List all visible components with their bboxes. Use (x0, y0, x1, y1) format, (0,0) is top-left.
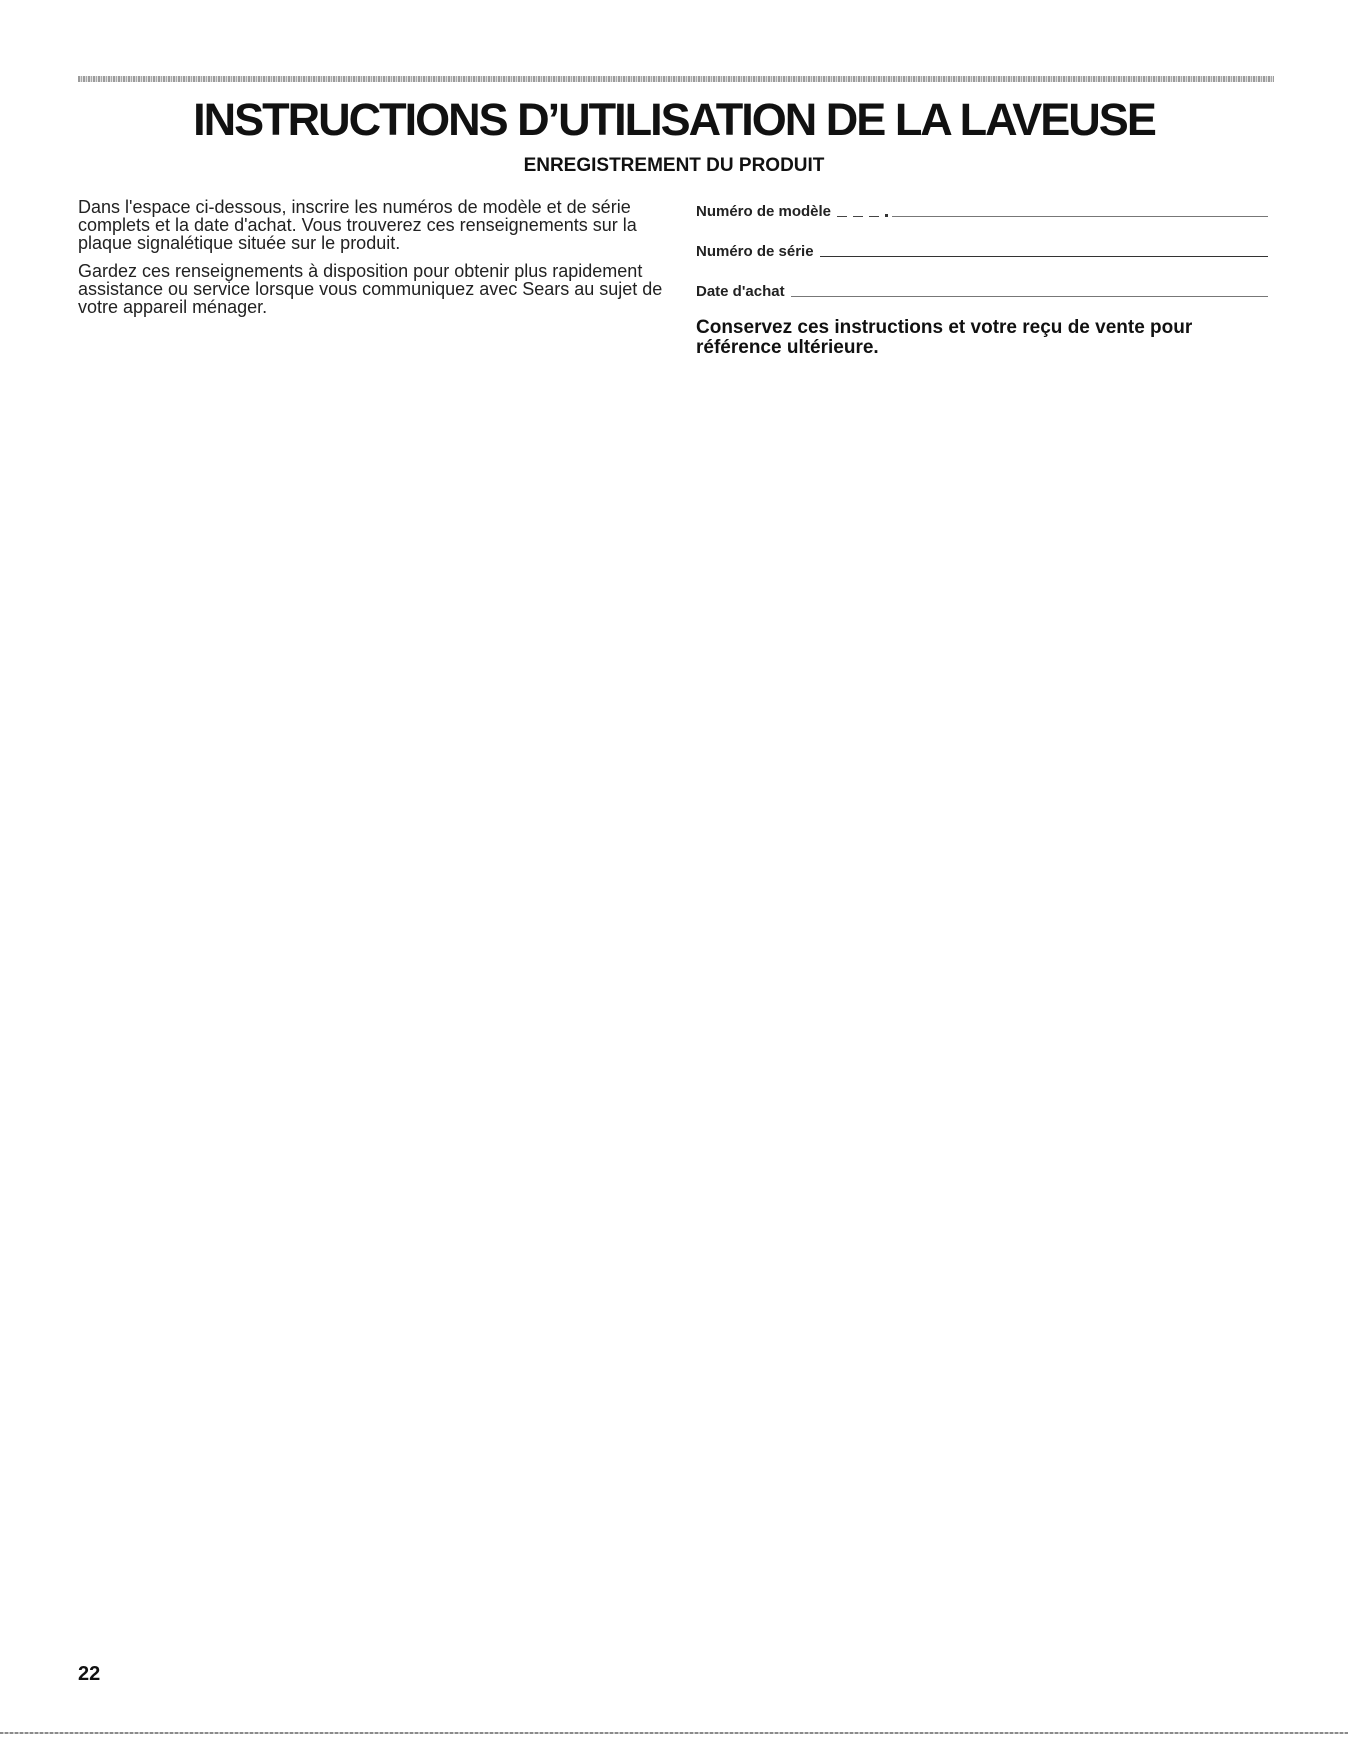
prefix-blank (837, 202, 847, 217)
purchase-date-label: Date d'achat (696, 283, 785, 300)
page-title: INSTRUCTIONS D’UTILISATION DE LA LAVEUSE (193, 94, 1155, 145)
intro-paragraph-2: Gardez ces renseignements à disposition pour obtenir plus rapidement assistance ou service lorsque vous communiquez avec Sears au sujet de votre appareil ménager. (78, 261, 663, 317)
model-number-prefix-blanks (837, 202, 890, 217)
section-title: ENREGISTREMENT DU PRODUIT (523, 155, 825, 176)
prefix-blank (869, 202, 879, 217)
model-number-label: Numéro de modèle (696, 203, 832, 220)
serial-number-label: Numéro de série (696, 243, 814, 260)
prefix-blank (853, 202, 863, 217)
purchase-date-line[interactable] (791, 282, 1268, 297)
separator-dot (885, 214, 888, 217)
registration-form (696, 198, 1268, 358)
model-number-line[interactable] (892, 202, 1268, 217)
model-number-field[interactable] (696, 198, 1268, 220)
serial-number-field[interactable] (696, 238, 1268, 260)
serial-number-line[interactable] (820, 242, 1268, 257)
purchase-date-field[interactable] (696, 278, 1268, 300)
top-decorative-rule (78, 76, 1274, 82)
page-number: 22 (78, 1663, 101, 1685)
bottom-decorative-rule (0, 1732, 1348, 1734)
intro-column (78, 198, 668, 326)
keep-instructions-note: Conservez ces instructions et votre reçu de vente pour référence ultérieure. (696, 317, 1193, 358)
intro-paragraph-1: Dans l'espace ci-dessous, inscrire les numéros de modèle et de série complets et la date d'achat. Vous trouverez ces renseignements sur la plaque signalétique située sur le produit. (78, 197, 637, 253)
